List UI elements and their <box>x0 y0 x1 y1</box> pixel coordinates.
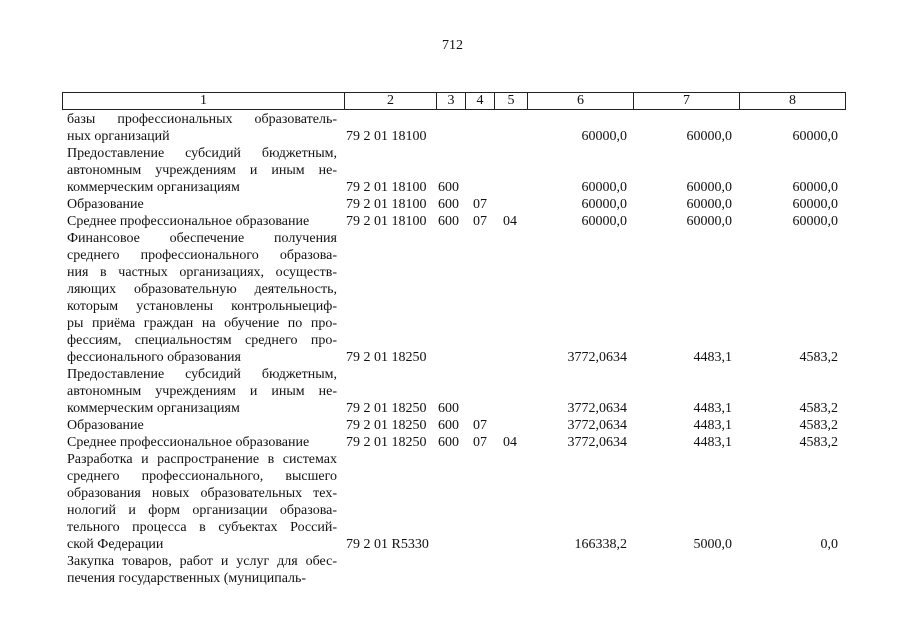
subsection-cell: 04 <box>503 214 517 229</box>
code-cell: 79 2 01 R5330 <box>346 537 429 552</box>
group-cell: 600 <box>438 401 459 416</box>
section-cell: 07 <box>473 197 487 212</box>
code-cell: 79 2 01 18100 <box>346 129 427 144</box>
amount-year1-cell: 60000,0 <box>581 180 627 195</box>
code-cell: 79 2 01 18250 <box>346 418 427 433</box>
description-line: Финансовое обеспечение получения <box>67 231 337 246</box>
group-cell: 600 <box>438 180 459 195</box>
row-description <box>67 417 337 434</box>
description-line: Образование <box>67 197 144 212</box>
table-row <box>0 417 905 434</box>
amount-year1-cell: 60000,0 <box>581 214 627 229</box>
description-line: ской Федерации <box>67 537 164 552</box>
description-line: ных организаций <box>67 129 170 144</box>
description-line: среднего профессионального, высшего <box>67 469 337 484</box>
amount-year2-cell: 4483,1 <box>693 435 732 450</box>
description-line: Закупка товаров, работ и услуг для обес- <box>67 554 337 569</box>
code-cell: 79 2 01 18250 <box>346 435 427 450</box>
amount-year1-cell: 3772,0634 <box>567 418 627 433</box>
amount-year2-cell: 60000,0 <box>686 197 732 212</box>
amount-year2-cell: 5000,0 <box>693 537 732 552</box>
column-header-7: 7 <box>634 93 740 109</box>
amount-year2-cell: 4483,1 <box>693 418 732 433</box>
amount-year3-cell: 4583,2 <box>799 418 838 433</box>
description-line: Разработка и распространение в системах <box>67 452 337 467</box>
amount-year3-cell: 0,0 <box>820 537 838 552</box>
amount-year2-cell: 60000,0 <box>686 129 732 144</box>
code-cell: 79 2 01 18100 <box>346 180 427 195</box>
table-header <box>62 92 846 110</box>
column-header-3: 3 <box>437 93 466 109</box>
amount-year1-cell: 60000,0 <box>581 129 627 144</box>
section-cell: 07 <box>473 435 487 450</box>
table-row <box>0 434 905 451</box>
row-description <box>67 111 337 145</box>
subsection-cell: 04 <box>503 435 517 450</box>
column-header-2: 2 <box>345 93 437 109</box>
amount-year1-cell: 166338,2 <box>574 537 627 552</box>
code-cell: 79 2 01 18250 <box>346 350 427 365</box>
row-description <box>67 366 337 417</box>
description-line: которым установлены контрольныециф- <box>67 299 337 314</box>
section-cell: 07 <box>473 418 487 433</box>
description-line: коммерческим организациям <box>67 401 240 416</box>
table-row <box>0 230 905 366</box>
row-description <box>67 451 337 553</box>
description-line: коммерческим организациям <box>67 180 240 195</box>
amount-year3-cell: 4583,2 <box>799 350 838 365</box>
amount-year3-cell: 60000,0 <box>792 214 838 229</box>
row-description <box>67 196 337 213</box>
description-line: автономным учреждениям и иным не- <box>67 163 337 178</box>
description-line: автономным учреждениям и иным не- <box>67 384 337 399</box>
row-description <box>67 230 337 366</box>
row-description <box>67 145 337 196</box>
amount-year3-cell: 60000,0 <box>792 180 838 195</box>
column-header-4: 4 <box>466 93 495 109</box>
description-line: ры приёма граждан на обучение по про- <box>67 316 337 331</box>
row-description <box>67 213 337 230</box>
amount-year2-cell: 4483,1 <box>693 401 732 416</box>
group-cell: 600 <box>438 197 459 212</box>
column-header-1: 1 <box>63 93 345 109</box>
description-line: образования новых образовательных тех- <box>67 486 337 501</box>
row-description <box>67 434 337 451</box>
section-cell: 07 <box>473 214 487 229</box>
description-line: печения государственных (муниципаль- <box>67 571 307 586</box>
amount-year3-cell: 4583,2 <box>799 435 838 450</box>
table-row <box>0 111 905 145</box>
amount-year1-cell: 3772,0634 <box>567 435 627 450</box>
code-cell: 79 2 01 18250 <box>346 401 427 416</box>
code-cell: 79 2 01 18100 <box>346 197 427 212</box>
amount-year2-cell: 60000,0 <box>686 180 732 195</box>
column-header-8: 8 <box>789 93 796 108</box>
description-line: Образование <box>67 418 144 433</box>
description-line: нологий и форм организации образова- <box>67 503 337 518</box>
amount-year1-cell: 3772,0634 <box>567 401 627 416</box>
amount-year1-cell: 3772,0634 <box>567 350 627 365</box>
code-cell: 79 2 01 18100 <box>346 214 427 229</box>
table-row <box>0 553 905 587</box>
column-header-6: 6 <box>528 93 634 109</box>
description-line: ляющих образовательную деятельность, <box>67 282 337 297</box>
group-cell: 600 <box>438 418 459 433</box>
group-cell: 600 <box>438 435 459 450</box>
table-row <box>0 145 905 196</box>
group-cell: 600 <box>438 214 459 229</box>
description-line: Предоставление субсидий бюджетным, <box>67 146 337 161</box>
description-line: среднего профессионального образова- <box>67 248 337 263</box>
description-line: базы профессиональных образователь- <box>67 112 337 127</box>
column-header-5: 5 <box>495 93 528 109</box>
amount-year3-cell: 4583,2 <box>799 401 838 416</box>
page-number: 712 <box>442 38 463 53</box>
description-line: ния в частных организациях, осуществ- <box>67 265 337 280</box>
table-row <box>0 213 905 230</box>
description-line: Среднее профессиональное образование <box>67 435 310 450</box>
description-line: фессионального образования <box>67 350 241 365</box>
description-line: фессиям, специальностям среднего про- <box>67 333 337 348</box>
description-line: Предоставление субсидий бюджетным, <box>67 367 337 382</box>
amount-year2-cell: 4483,1 <box>693 350 732 365</box>
table-row <box>0 196 905 213</box>
amount-year2-cell: 60000,0 <box>686 214 732 229</box>
amount-year3-cell: 60000,0 <box>792 129 838 144</box>
amount-year3-cell: 60000,0 <box>792 197 838 212</box>
table-row <box>0 366 905 417</box>
table-row <box>0 451 905 553</box>
row-description <box>67 553 337 587</box>
amount-year1-cell: 60000,0 <box>581 197 627 212</box>
description-line: тельного процесса в субъектах Россий- <box>67 520 337 535</box>
description-line: Среднее профессиональное образование <box>67 214 310 229</box>
